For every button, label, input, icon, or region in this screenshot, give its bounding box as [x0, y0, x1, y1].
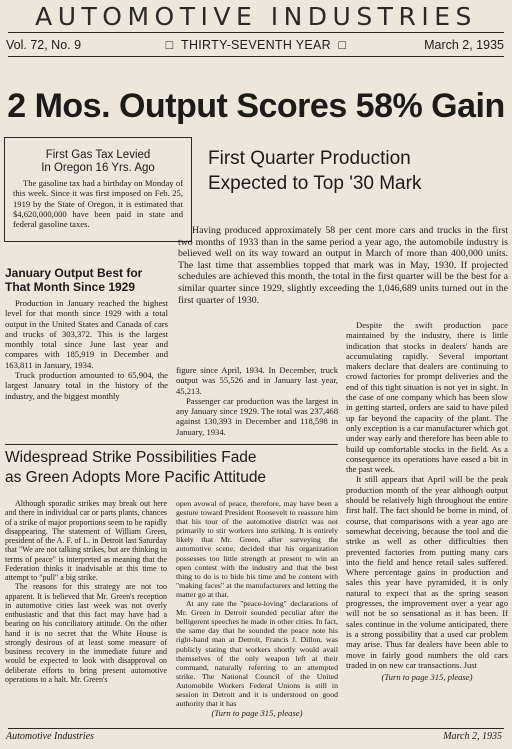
strike-continued: (Turn to page 315, please): [211, 708, 303, 719]
footer-rule: [8, 728, 504, 729]
masthead-rule-top: [8, 32, 504, 33]
strike-col2-p1: open avowal of peace, therefore, may have been a gesture toward President Roosevelt to reassure him that his tour of the automotive district was not primarily to stir workers into striking. It is entirely likely that Mr. Green, after surveying the automotive scene, decided that his organization possesses too little strength at present to win an open contest with the industry and that the best thing to do is to bide his time and be content with "making faces" at the manufacturers and letting the matter go at that.: [176, 499, 338, 599]
issue-volume: Vol. 72, No. 9: [6, 38, 82, 52]
first-quarter-continued: (Turn to page 315, please): [381, 672, 473, 683]
strike-col1-p2: The reasons for this strategy are not too apparent. It is believed that Mr. Green's reception in automotive cities last week was not overly enthusiastic and that this fact may have had a bearing on his conciliatory attitude. On the other hand it is no secret that the White House is strongly desirous of at least some measure of business recovery in the immediate future and would be expected to look with disapproval on deliberate efforts to bring present automotive operations to a halt. Mr. Green's: [5, 582, 167, 684]
strike-title-line2: as Green Adopts More Pacific Attitude: [5, 469, 267, 486]
january-output-p2: Truck production amounted to 65,904, the largest January total in the history of the industry, and the biggest monthly: [5, 370, 168, 401]
january-output-title-line2: That Month Since 1929: [5, 280, 136, 294]
january-output-col1: [5, 298, 168, 401]
gas-tax-title-line1: First Gas Tax Levied: [45, 149, 151, 161]
first-quarter-right-col: [346, 320, 508, 682]
first-quarter-right-p1: Despite the swift production pace maintained by the industry, there is little indication that stocks in dealers' hands are accumulating rapidly. Several important makers declare that dealers are continuing to crowd factories for prompt deliveries and the end of this tight situation is not yet in sight. In the case of one company which has been slow in getting started, orders are said to have piled up far beyond the capacity of the plant. The only exception is a car manufacturer which got under way early and therefore has been able to build up comfortable stocks in the field. As a consequence its operations have eased a bit in the past week.: [346, 320, 508, 475]
bullet-icon: □: [330, 38, 347, 52]
january-output-p1: Production in January reached the highest level for that month since 1929 with a total output in the United States and Canada of cars and trucks of 303,372. This is the largest monthly total since June last year and compares with 185,919 in December and 163,811 in January, 1934.: [5, 298, 168, 370]
first-quarter-lead-paragraph: Having produced approximately 58 per cent more cars and trucks in the first two months of 1933 than in the same period a year ago, the automobile industry is believed well on its way toward an output in March of more than 400,000 units. The last time that assemblies topped that mark was in May, 1930. If projected schedules are achieved this month, the total in the first quarter will be the best for a similar quarter since 1929, slightly exceeding the 1,046,689 units turned out in the first quarter of 1930.: [178, 225, 508, 306]
headline: 2 Mos. Output Scores 58% Gain: [7, 87, 505, 125]
january-output-p4: Passenger car production was the largest in any January since 1929. The total was 237,468 against 130,393 in December and 118,598 in January, 1934.: [176, 395, 338, 437]
strike-col1: [5, 499, 167, 684]
strike-col2: [176, 499, 338, 718]
first-quarter-title-line2: Expected to Top '30 Mark: [208, 173, 422, 194]
gas-tax-title-line2: In Oregon 16 Yrs. Ago: [41, 162, 155, 174]
strike-col1-p1: Although sporadic strikes may break out here and there in individual car or parts plants, chances of a strike of major proportions seem to be rapidly disappearing. The statement of William Green, president of the A. F. of L. in Detroit last Saturday that "We are not talking strikes, but are thinking in terms of peace" is interpreted as meaning that the Federation thinks it inadvisable at this time to attempt to "pull" a big strike.: [5, 499, 167, 582]
section-rule: [5, 444, 338, 445]
footer-date: March 2, 1935: [443, 731, 502, 742]
gas-tax-text: [13, 178, 183, 229]
strike-title-line1: Widespread Strike Possibilities Fade: [5, 449, 257, 466]
gas-tax-box-title: [5, 149, 191, 175]
january-output-p3: figure since April, 1934. In December, truck output was 55,526 and in January last year, 45,213.: [176, 365, 338, 396]
january-output-title-line1: January Output Best for: [5, 266, 143, 280]
gas-tax-box: [4, 137, 192, 242]
bullet-icon: □: [165, 38, 182, 52]
gas-tax-paragraph: The gasoline tax had a birthday on Monday of this week. Since it was first imposed on Feb. 25, 1919 by the State of Oregon, it is estimated that $4,620,000,000 have been paid in state and federal gasoline taxes.: [13, 178, 183, 230]
strike-title: [5, 448, 345, 488]
masthead-rule-bottom: [8, 56, 504, 57]
first-quarter-title: [208, 146, 504, 196]
strike-col2-p2: At any rate the "peace-loving" declarations of Mr. Green in Detroit sounded peculiar after the belligerent speeches he made in other cities. In fact, the same day that he sounded the peace note his right-hand man at Detroit, Francis J. Dillon, was publicly stating that workers shortly would avail themselves of the only weapon left at their command, naturally referring to an attempted strike. The National Council of the United Automobile Workers Federal Unions is still in session in Detroit and it is understood on good authority that it has: [176, 599, 338, 709]
first-quarter-lead: [178, 225, 508, 306]
footer-publication: Automotive Industries: [6, 731, 95, 742]
issue-year-label: THIRTY-SEVENTH YEAR: [181, 38, 331, 52]
masthead: AUTOMOTIVE INDUSTRIES: [35, 2, 477, 31]
first-quarter-right-p2: It still appears that April will be the peak production month of the year although output should be relatively high throughout the entire first half. The fact should be borne in mind, of course, that comparisons with a year ago are somewhat deceiving, because the tool and die strike as well as other difficulties then prevented factories from putting many cars into the field and hence retail sales suffered. Where percentage gains in production and sales this year have pyramided, it is only natural to expect that as the spring season progresses, the improvement over a year ago will not be so sensational as it has been. If sales continue in the volume anticipated, there is a strong possibility that a used car problem may arise. Thus far dealers have been able to move in fairly good numbers the old cars traded in on new car transactions. Just: [346, 474, 508, 670]
january-output-col2: [176, 365, 338, 437]
first-quarter-title-line1: First Quarter Production: [208, 148, 411, 169]
january-output-title: [5, 266, 190, 294]
issue-date: March 2, 1935: [424, 38, 504, 52]
